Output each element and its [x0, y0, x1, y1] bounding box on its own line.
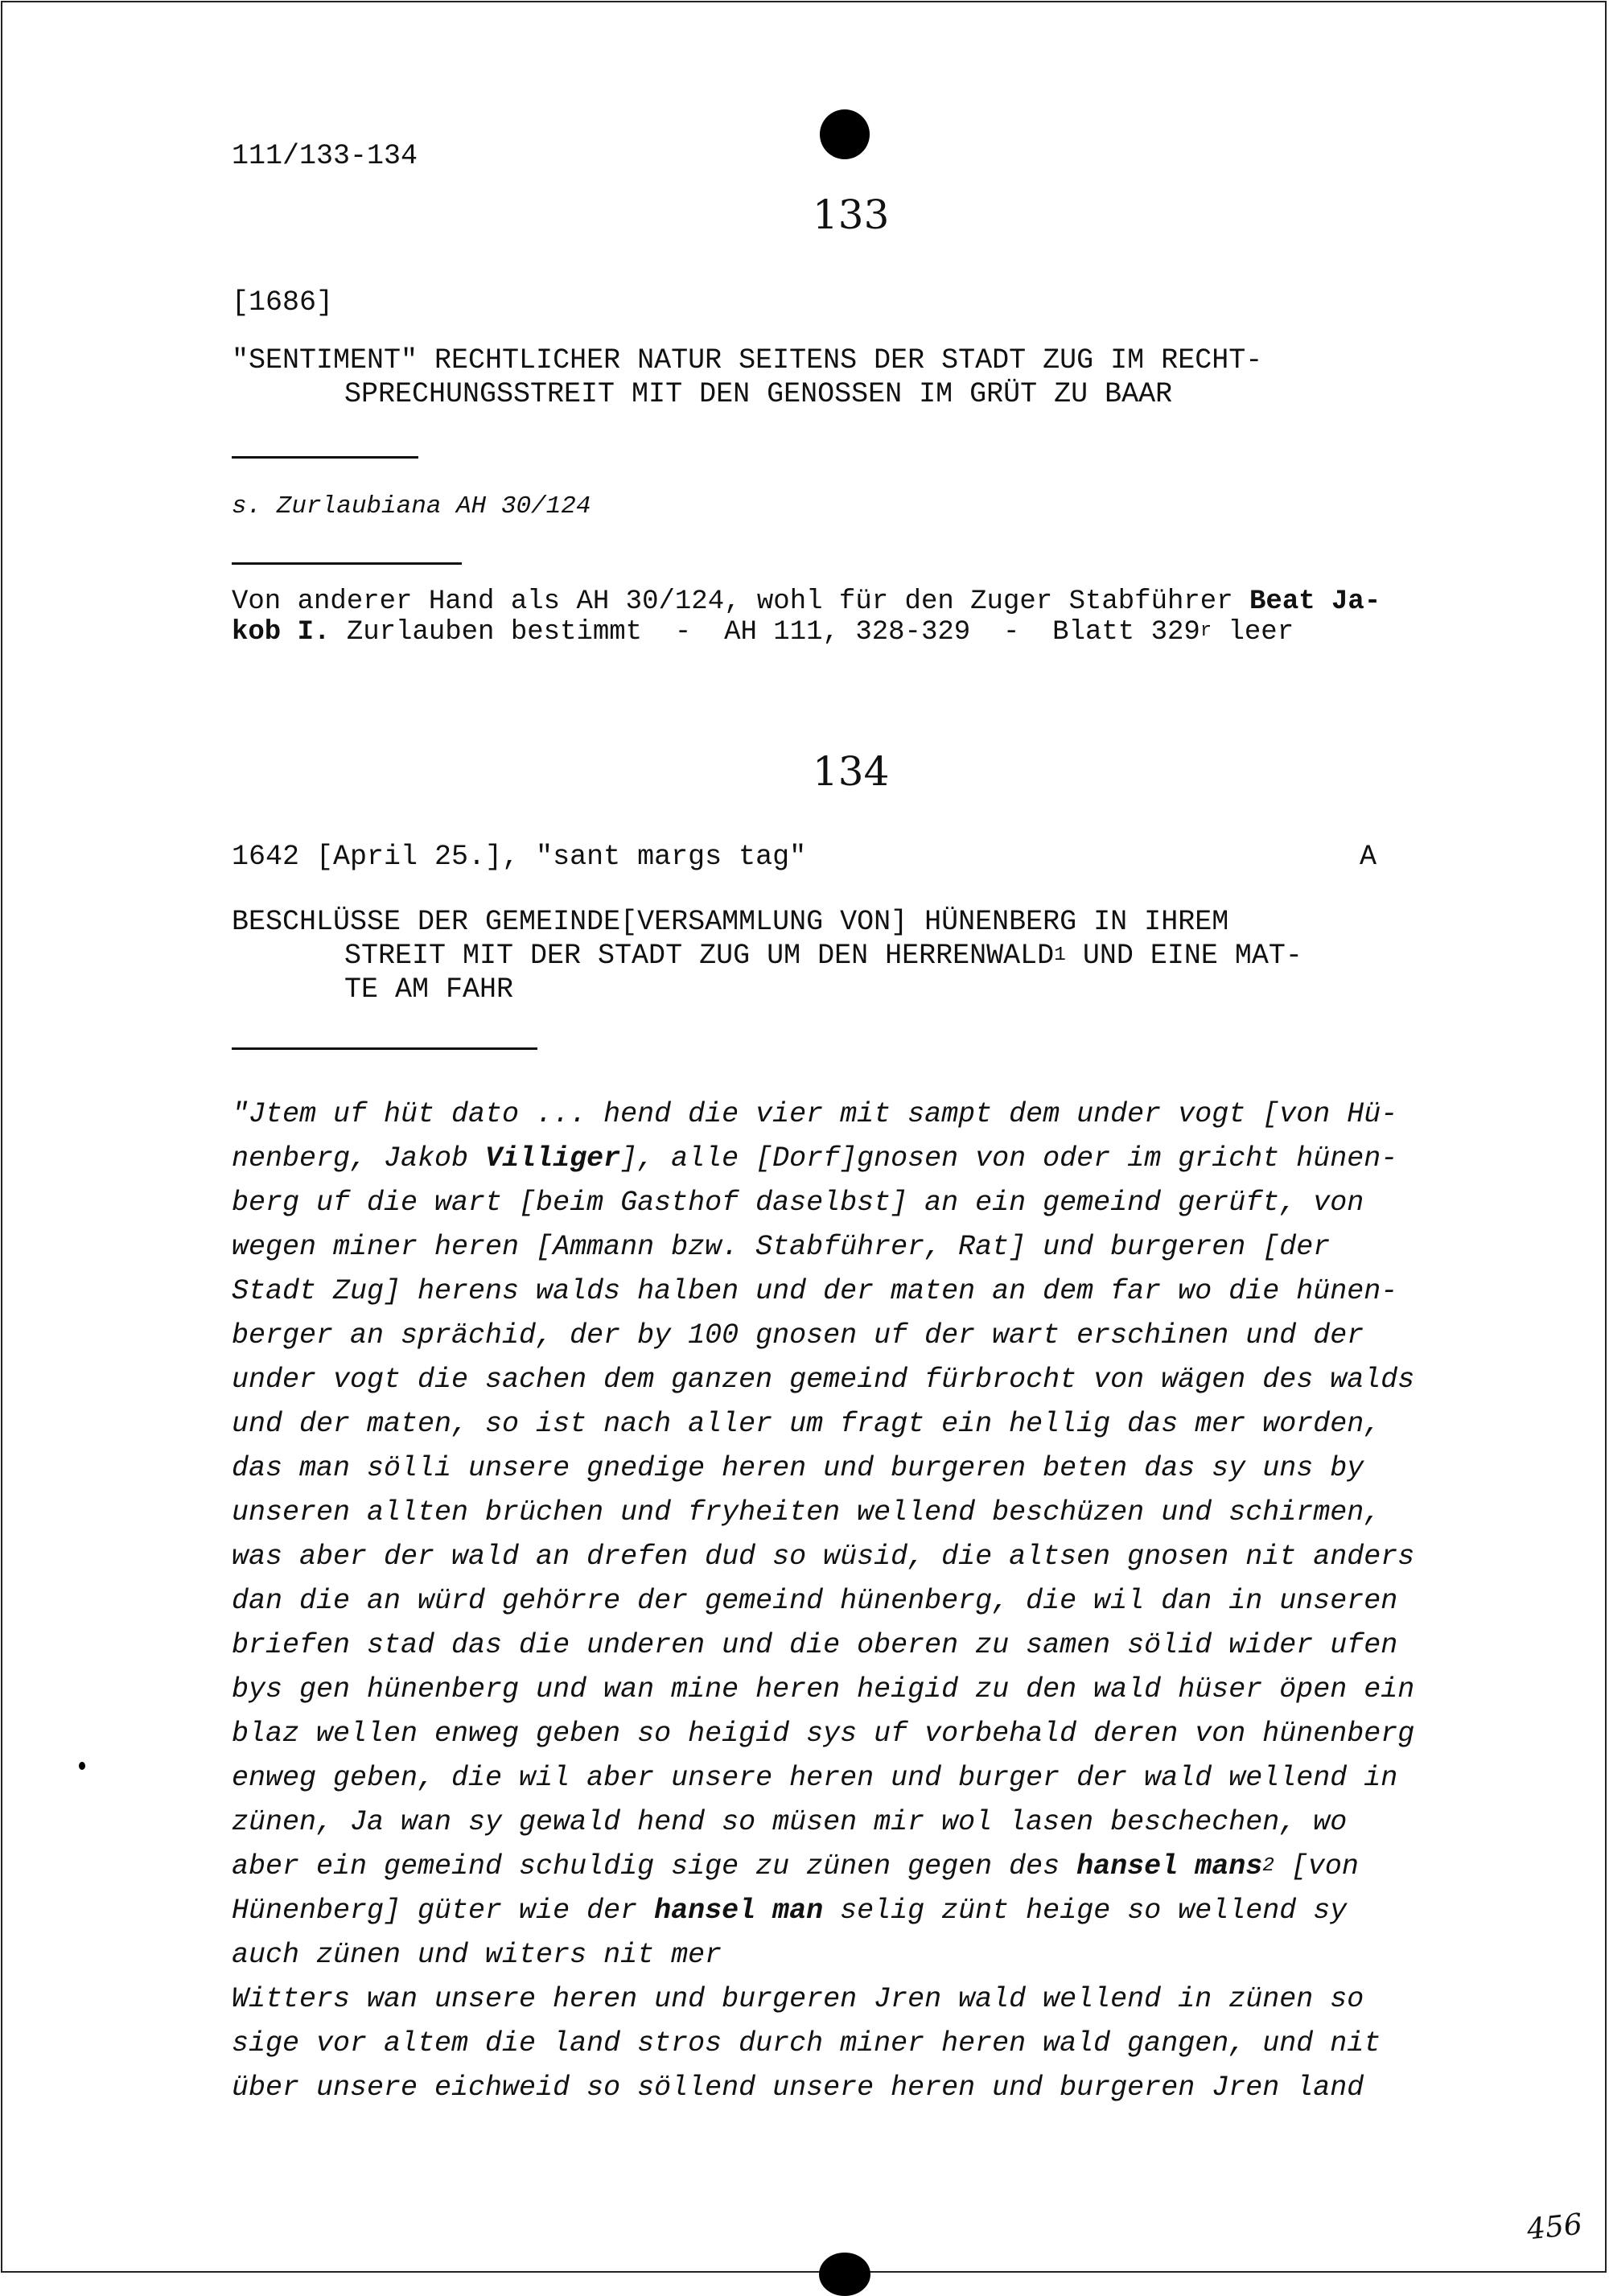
body-line: berger an sprächid, der by 100 gnosen uf der wart erschinen und der [232, 1319, 1364, 1352]
entry-133-source: s. Zurlaubiana AH 30/124 [232, 492, 591, 521]
handwritten-page-number: 456 [1525, 2208, 1584, 2247]
divider [232, 1047, 537, 1050]
footnote-marker: 1 [1054, 944, 1066, 967]
note-name: Beat Ja- [1249, 586, 1381, 617]
punch-hole-bottom [819, 2253, 870, 2296]
title-text: STREIT MIT DER STADT ZUG UM DEN HERRENWALD [344, 940, 1055, 972]
body-line: wegen miner heren [Ammann bzw. Stabführer, Rat] und burgeren [der [232, 1231, 1331, 1263]
note-superscript: r [1200, 620, 1212, 643]
body-line: was aber der wald an drefen dud so wüsid, die altsen gnosen nit anders [232, 1541, 1415, 1573]
body-text: nenberg, Jakob [232, 1142, 486, 1175]
body-line: under vogt die sachen dem ganzen gemeind fürbrocht von wägen des walds [232, 1364, 1415, 1396]
body-name: hansel man [654, 1895, 824, 1927]
body-line: das man sölli unsere gnedige heren und burgeren beten das sy uns by [232, 1452, 1364, 1484]
page-border [1, 1, 1607, 2273]
body-text: ], alle [Dorf]gnosen von oder im gricht hünen- [620, 1142, 1398, 1175]
entry-133-note-line-1 [232, 586, 1381, 617]
title-text: UND EINE MAT- [1065, 940, 1302, 972]
entry-133-title-line-1: "SENTIMENT" RECHTLICHER NATUR SEITENS DER STADT ZUG IM RECHT- [232, 344, 1263, 376]
entry-133-date: [1686] [232, 286, 334, 319]
entry-134-letter: A [1360, 841, 1377, 873]
body-line: über unsere eichweid so söllend unsere heren und burgeren Jren land [232, 2072, 1364, 2104]
body-line: sige vor altem die land stros durch miner heren wald gangen, und nit [232, 2027, 1381, 2059]
footnote-marker: 2 [1262, 1855, 1274, 1878]
divider [232, 562, 462, 565]
body-text: Hünenberg] güter wie der [232, 1895, 655, 1927]
body-line: enweg geben, die wil aber unsere heren und burger der wald wellend in [232, 1762, 1398, 1794]
body-line: blaz wellen enweg geben so heigid sys uf vorbehald deren von hünenberg [232, 1718, 1415, 1750]
entry-134-title-line-3: TE AM FAHR [344, 973, 514, 1006]
body-line: Witters wan unsere heren und burgeren Jren wald wellend in zünen so [232, 1983, 1364, 2015]
body-line: berg uf die wart [beim Gasthof daselbst] an ein gemeind gerüft, von [232, 1187, 1364, 1219]
body-line: briefen stad das die underen und die oberen zu samen sölid wider ufen [232, 1629, 1398, 1661]
entry-133-note-line-2 [232, 617, 1294, 648]
body-line: Stadt Zug] herens walds halben und der maten an dem far wo die hünen- [232, 1275, 1398, 1307]
document-reference: 111/133-134 [232, 140, 418, 172]
note-text: leer [1212, 617, 1294, 648]
note-text: Von anderer Hand als AH 30/124, wohl für den Zuger Stabführer [232, 586, 1250, 617]
body-line [232, 1850, 1359, 1882]
entry-number-133: 133 [813, 191, 890, 238]
speck-mark [79, 1762, 85, 1770]
entry-134-title-line-2 [344, 940, 1302, 972]
note-name: kob I. [232, 617, 331, 648]
body-line: zünen, Ja wan sy gewald hend so müsen mir wol lasen beschechen, wo [232, 1806, 1348, 1838]
entry-133-title-line-2: SPRECHUNGSSTREIT MIT DEN GENOSSEN IM GRÜT ZU BAAR [344, 378, 1173, 410]
body-text: aber ein gemeind schuldig sige zu zünen gegen des [232, 1850, 1077, 1882]
body-text: [von [1274, 1850, 1359, 1882]
entry-134-title-line-1: BESCHLÜSSE DER GEMEINDE[VERSAMMLUNG VON] HÜNENBERG IN IHREM [232, 906, 1229, 938]
note-text: Zurlauben bestimmt - AH 111, 328-329 - Blatt 329 [330, 617, 1200, 648]
entry-134-date: 1642 [April 25.], "sant margs tag" [232, 841, 807, 873]
body-line [232, 1895, 1347, 1927]
body-text: selig zünt heige so wellend sy [823, 1895, 1348, 1927]
body-line: dan die an würd gehörre der gemeind hünenberg, die wil dan in unseren [232, 1585, 1398, 1617]
entry-number-134: 134 [813, 748, 890, 795]
body-line: unseren allten brüchen und fryheiten wellend beschüzen und schirmen, [232, 1496, 1381, 1529]
divider [232, 456, 418, 459]
body-name: hansel mans [1076, 1850, 1263, 1882]
body-line: bys gen hünenberg und wan mine heren heigid zu den wald hüser öpen ein [232, 1673, 1415, 1706]
body-name: Villiger [485, 1142, 621, 1175]
punch-hole-top [820, 109, 870, 159]
body-line: und der maten, so ist nach aller um fragt ein hellig das mer worden, [232, 1408, 1381, 1440]
body-line: "Jtem uf hüt dato ... hend die vier mit sampt dem under vogt [von Hü- [232, 1098, 1398, 1130]
body-line [232, 1142, 1397, 1175]
body-line: auch zünen und witers nit mer [232, 1939, 722, 1971]
